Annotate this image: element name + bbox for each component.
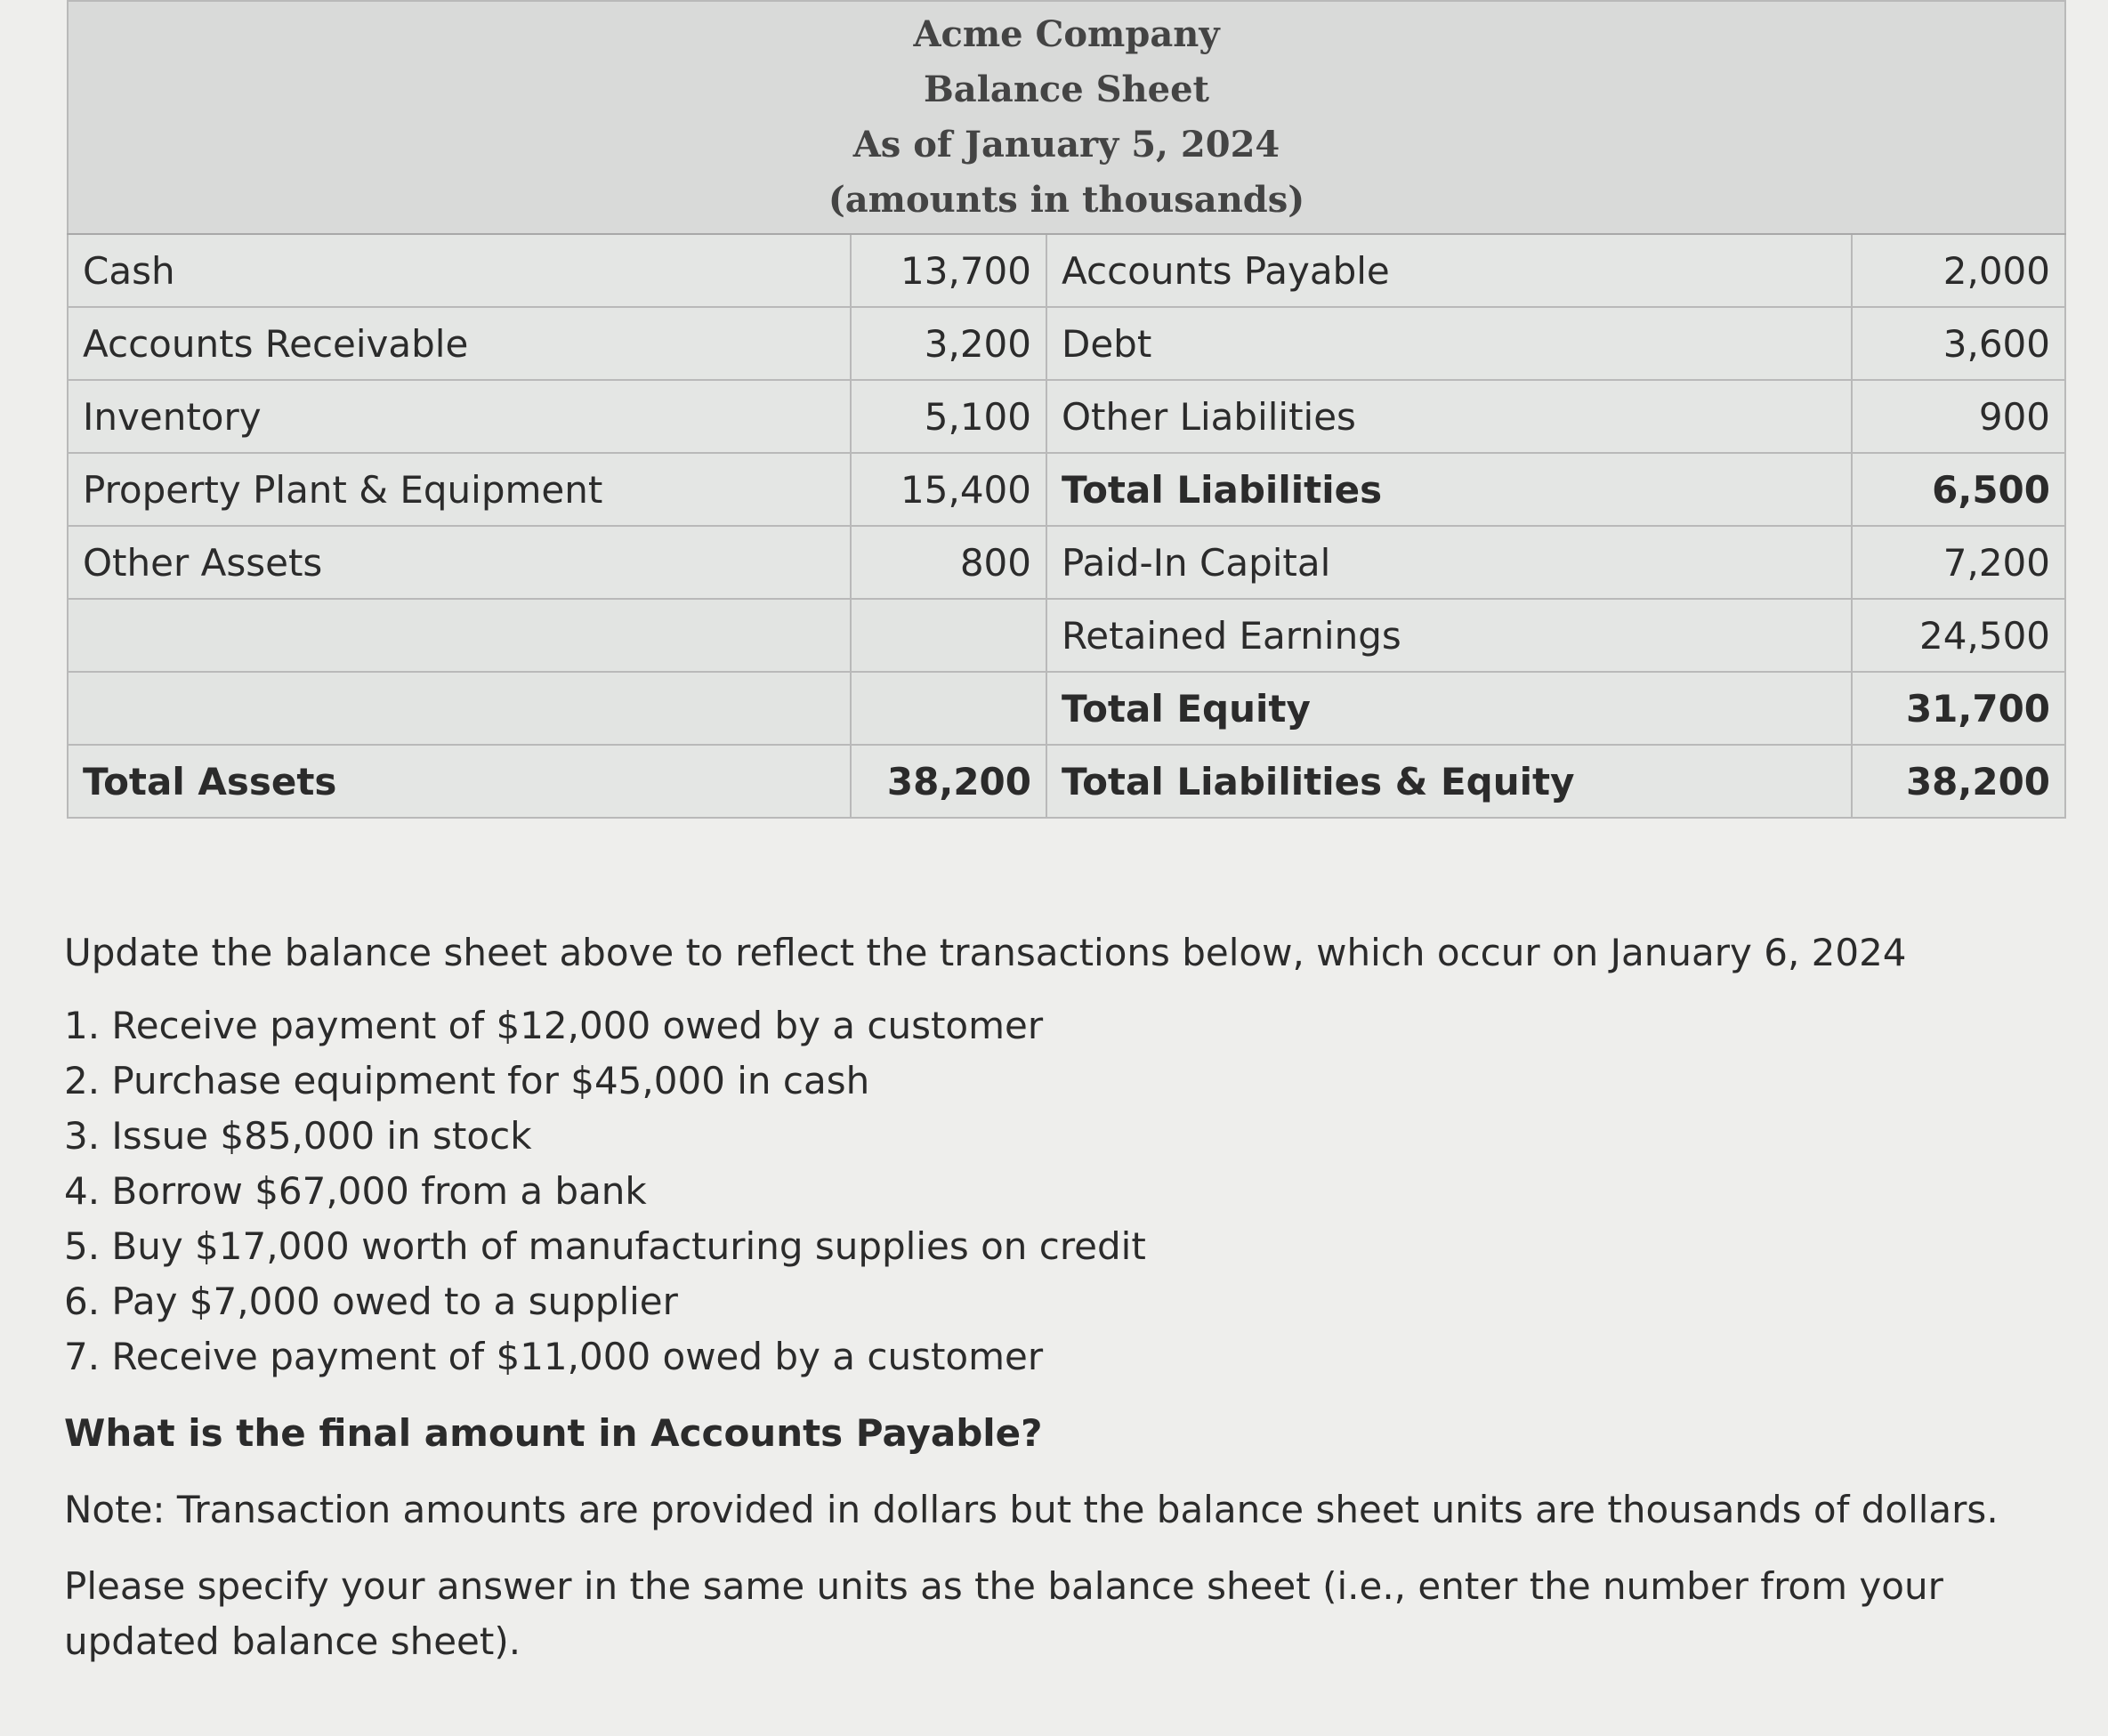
question-ask: What is the final amount in Accounts Payable? (64, 1411, 1043, 1455)
table-row (68, 307, 2065, 380)
liability-value: 2,000 (1852, 234, 2065, 307)
asset-label: Other Assets (68, 526, 851, 599)
total-liabilities-label: Total Liabilities (1046, 453, 1852, 526)
total-equity-value: 31,700 (1852, 672, 2065, 745)
sheet-units: (amounts in thousands) (828, 179, 1305, 221)
total-equity-label: Total Equity (1046, 672, 1852, 745)
list-item: 7. Receive payment of $11,000 owed by a customer (64, 1335, 1044, 1378)
sheet-date: As of January 5, 2024 (852, 124, 1280, 166)
equity-value: 7,200 (1852, 526, 2065, 599)
list-item: 1. Receive payment of $12,000 owed by a customer (64, 1004, 1044, 1047)
table-row (68, 745, 2065, 818)
header-cell (68, 1, 2065, 234)
liability-value: 900 (1852, 380, 2065, 453)
list-item: 3. Issue $85,000 in stock (64, 1114, 532, 1158)
equity-value: 24,500 (1852, 599, 2065, 672)
balance-sheet-header (68, 1, 2065, 234)
total-liabilities-equity-value: 38,200 (1852, 745, 2065, 818)
asset-label: Property Plant & Equipment (68, 453, 851, 526)
asset-value: 15,400 (851, 453, 1046, 526)
table-row (68, 453, 2065, 526)
equity-label: Paid-In Capital (1046, 526, 1852, 599)
asset-label: Inventory (68, 380, 851, 453)
liability-label: Debt (1046, 307, 1852, 380)
balance-sheet-table (67, 0, 2066, 819)
asset-value: 5,100 (851, 380, 1046, 453)
total-assets-value: 38,200 (851, 745, 1046, 818)
liability-label: Accounts Payable (1046, 234, 1852, 307)
table-row (68, 380, 2065, 453)
table-row (68, 234, 2065, 307)
question-prompt: Update the balance sheet above to reflect the transactions below, which occur on January 6, 2024 (64, 931, 1907, 974)
empty-cell (851, 672, 1046, 745)
list-item: 4. Borrow $67,000 from a bank (64, 1169, 647, 1213)
question-instruction: Please specify your answer in the same units as the balance sheet (i.e., enter the number from your updated balance sheet). (64, 1564, 1943, 1663)
asset-label: Accounts Receivable (68, 307, 851, 380)
asset-label: Cash (68, 234, 851, 307)
empty-cell (68, 672, 851, 745)
empty-cell (68, 599, 851, 672)
company-name: Acme Company (913, 13, 1220, 55)
list-item: 5. Buy $17,000 worth of manufacturing supplies on credit (64, 1224, 1146, 1268)
total-liabilities-equity-label: Total Liabilities & Equity (1046, 745, 1852, 818)
equity-label: Retained Earnings (1046, 599, 1852, 672)
question-note: Note: Transaction amounts are provided in dollars but the balance sheet units are thousands of dollars. (64, 1488, 1999, 1531)
asset-value: 3,200 (851, 307, 1046, 380)
sheet-title: Balance Sheet (924, 69, 1209, 110)
liability-label: Other Liabilities (1046, 380, 1852, 453)
asset-value: 13,700 (851, 234, 1046, 307)
list-item: 2. Purchase equipment for $45,000 in cash (64, 1059, 870, 1102)
transaction-list (64, 998, 2004, 1385)
table-row (68, 672, 2065, 745)
table-row (68, 599, 2065, 672)
total-liabilities-value: 6,500 (1852, 453, 2065, 526)
asset-value: 800 (851, 526, 1046, 599)
liability-value: 3,600 (1852, 307, 2065, 380)
question-block (64, 925, 2004, 1669)
table-row (68, 526, 2065, 599)
empty-cell (851, 599, 1046, 672)
list-item: 6. Pay $7,000 owed to a supplier (64, 1280, 678, 1323)
total-assets-label: Total Assets (68, 745, 851, 818)
